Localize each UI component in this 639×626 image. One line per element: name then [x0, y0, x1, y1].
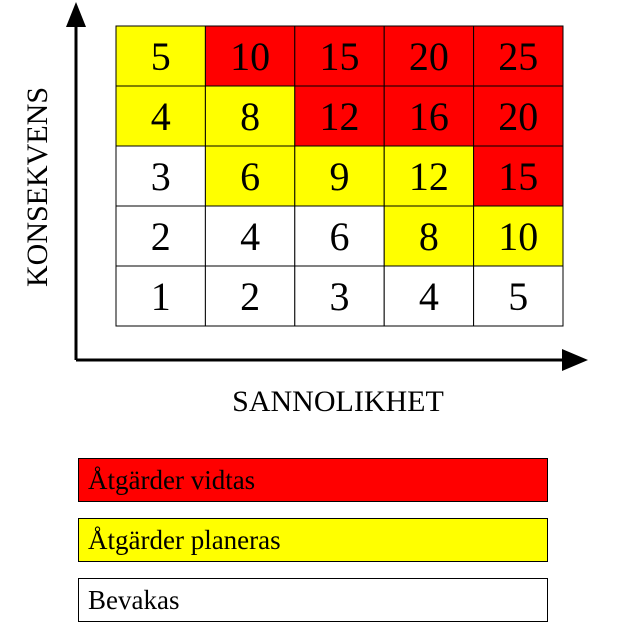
legend-label: Bevakas — [88, 585, 180, 615]
legend-item-act — [78, 458, 548, 502]
matrix-cell-value: 10 — [498, 214, 539, 259]
matrix-cell-value: 9 — [329, 154, 350, 199]
matrix-cell-value: 1 — [150, 274, 171, 319]
matrix-cell-value: 2 — [240, 274, 261, 319]
matrix-cell-value: 10 — [230, 34, 271, 79]
matrix-cell-value: 3 — [329, 274, 350, 319]
matrix-cell-value: 12 — [408, 154, 449, 199]
matrix-cell-value: 25 — [498, 34, 539, 79]
matrix-cell-value: 15 — [319, 34, 360, 79]
matrix-cell-value: 8 — [240, 94, 261, 139]
matrix-cell-value: 15 — [498, 154, 539, 199]
legend-item-plan — [78, 518, 548, 562]
matrix-cell-value: 16 — [408, 94, 449, 139]
legend-label: Åtgärder vidtas — [88, 465, 256, 495]
matrix-cells — [116, 26, 563, 326]
matrix-cell-value: 8 — [418, 214, 439, 259]
matrix-cell-value: 20 — [498, 94, 539, 139]
x-axis-arrowhead — [562, 349, 588, 371]
matrix-cell-value: 2 — [150, 214, 171, 259]
matrix-cell-value: 6 — [240, 154, 261, 199]
matrix-cell-value: 5 — [508, 274, 529, 319]
matrix-cell-value: 4 — [418, 274, 439, 319]
matrix-cell-value: 20 — [408, 34, 449, 79]
matrix-cell-value: 6 — [329, 214, 350, 259]
matrix-cell-value: 12 — [319, 94, 360, 139]
matrix-cell-value: 3 — [150, 154, 171, 199]
y-axis-arrowhead — [66, 2, 86, 27]
matrix-cell-value: 4 — [240, 214, 261, 259]
legend-item-monitor — [78, 578, 548, 622]
y-axis-label: KONSEKVENS — [21, 86, 54, 288]
matrix-cell-value: 5 — [150, 34, 171, 79]
legend-label: Åtgärder planeras — [88, 525, 281, 555]
x-axis-label: SANNOLIKHET — [232, 385, 444, 418]
matrix-cell-value: 4 — [150, 94, 171, 139]
